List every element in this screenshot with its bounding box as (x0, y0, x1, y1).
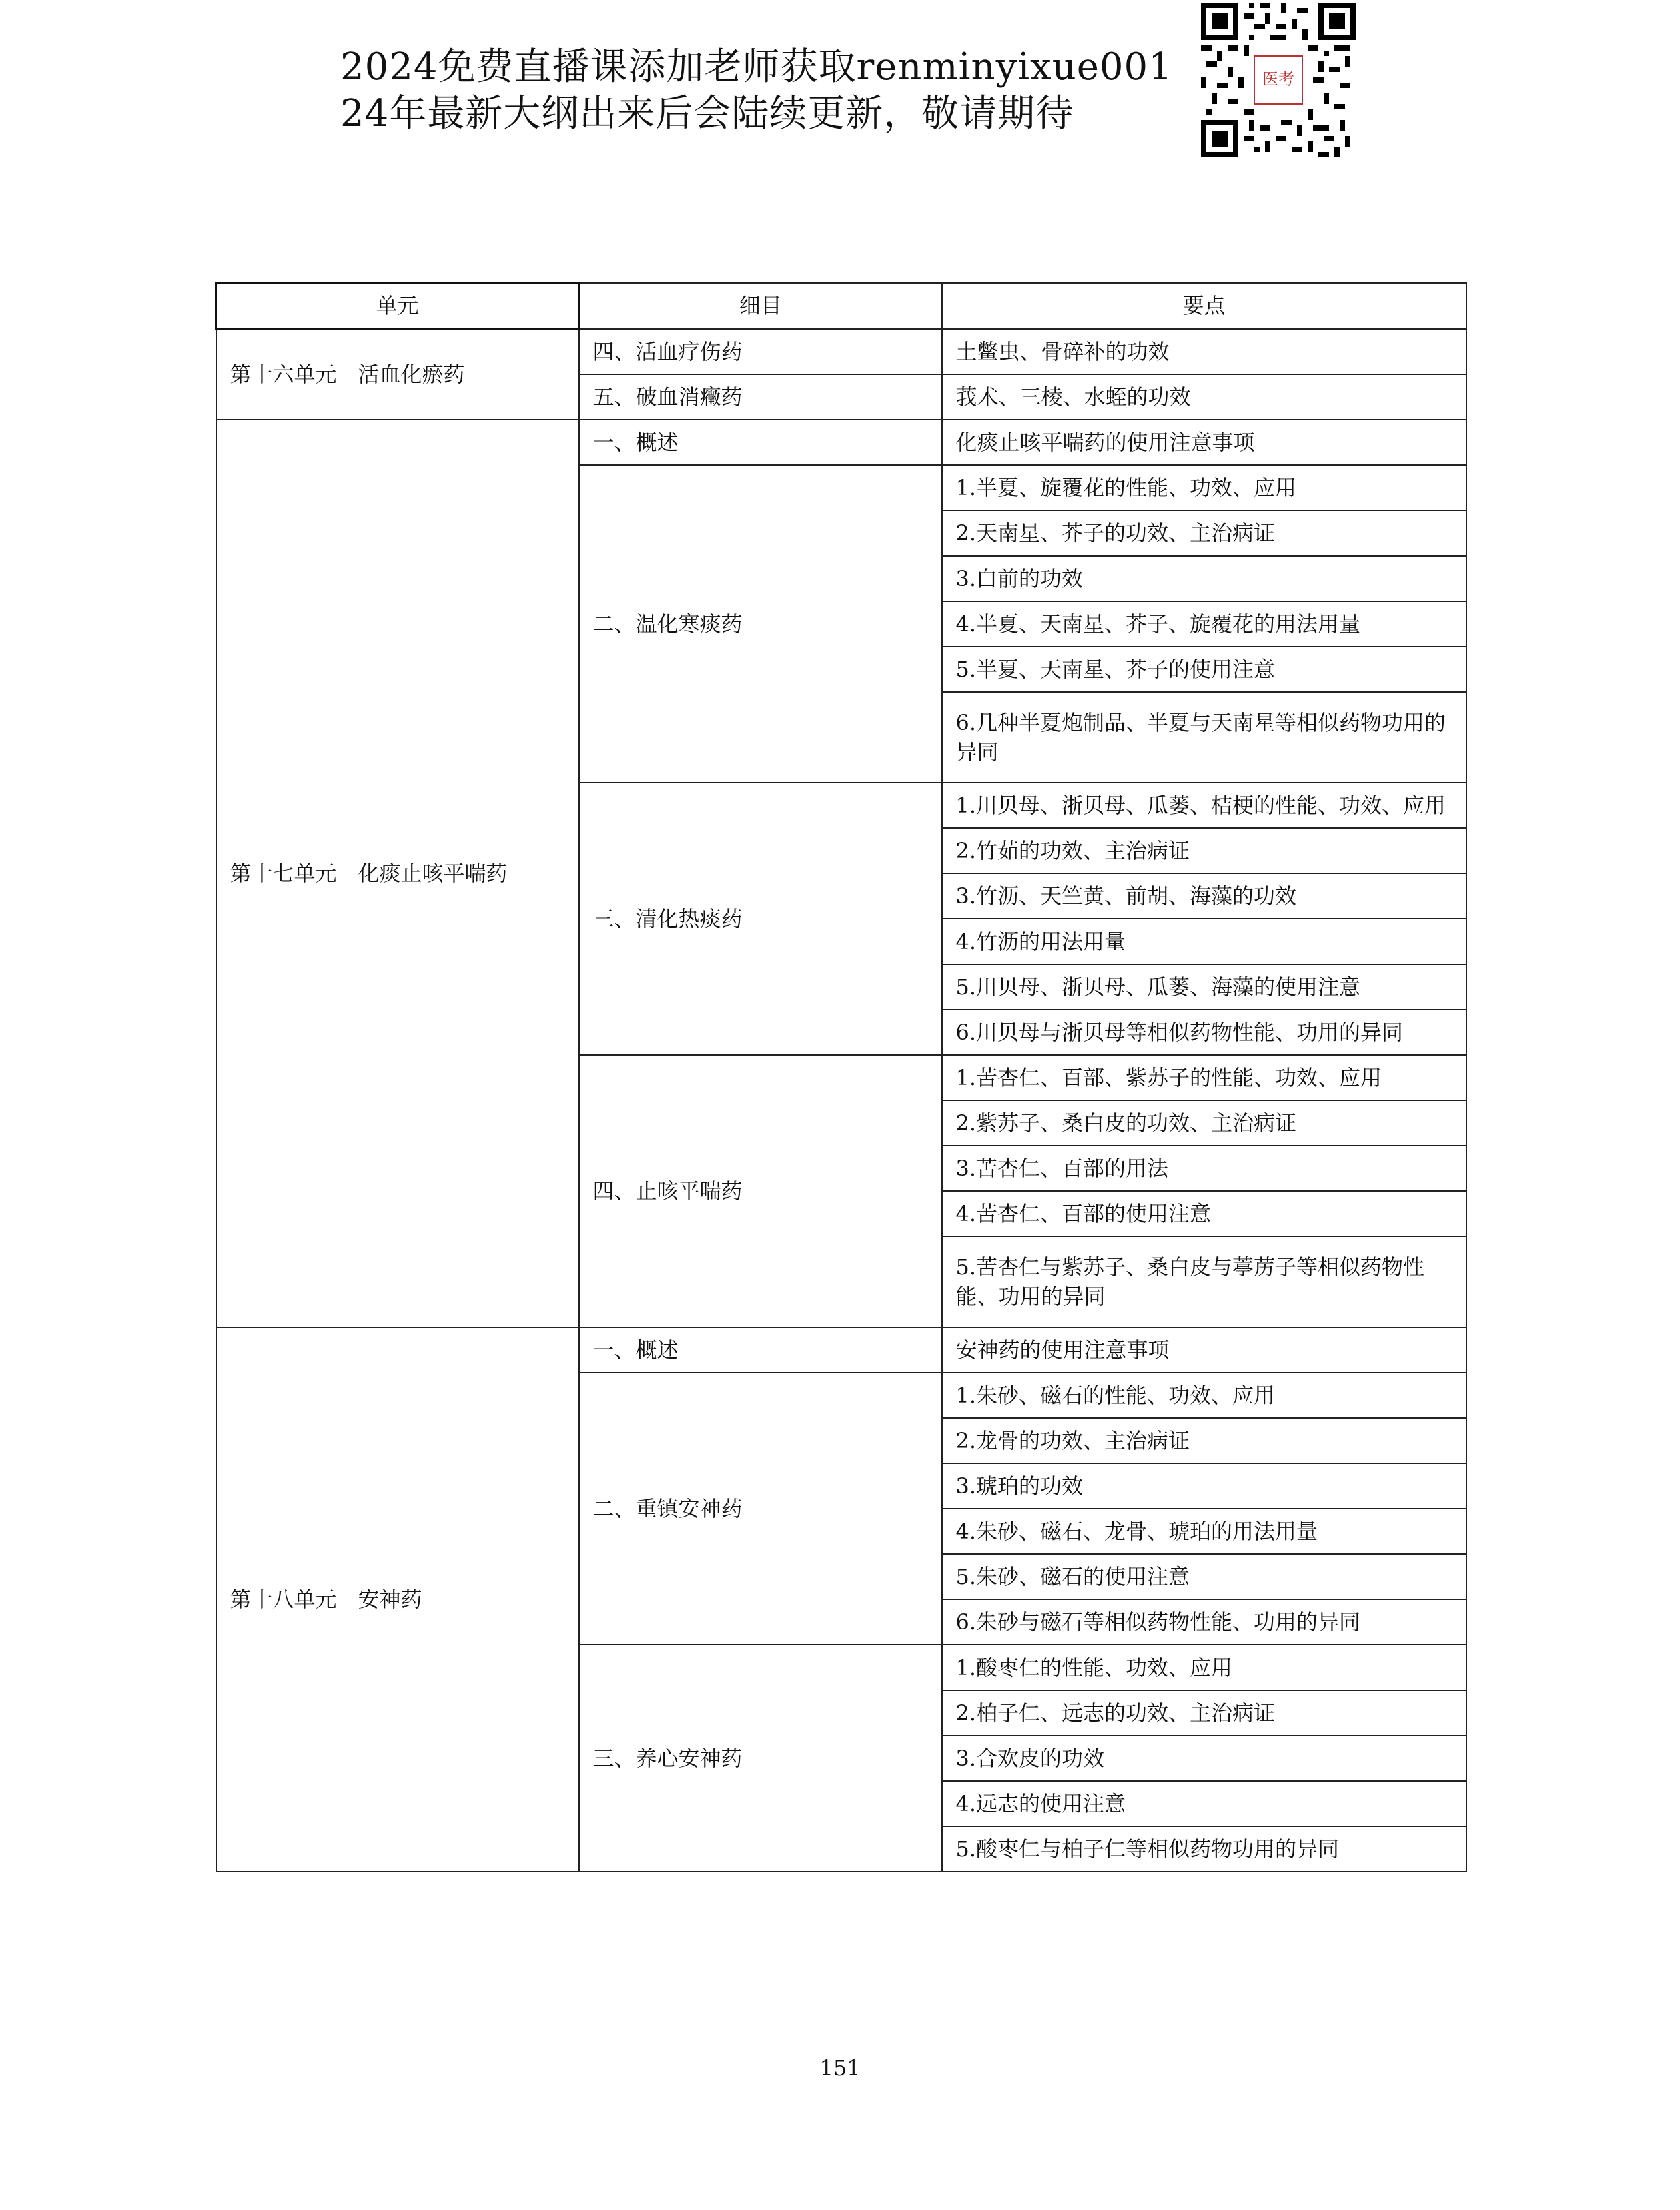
point-cell: 4.远志的使用注意 (942, 1781, 1466, 1826)
point-cell: 6.川贝母与浙贝母等相似药物性能、功用的异同 (942, 1010, 1466, 1055)
table-header-row (216, 283, 1466, 329)
point-cell: 2.竹茹的功效、主治病证 (942, 828, 1466, 873)
point-cell: 1.川贝母、浙贝母、瓜蒌、桔梗的性能、功效、应用 (942, 783, 1466, 828)
item-cell: 一、概述 (579, 1327, 942, 1373)
unit-cell: 第十六单元 活血化瘀药 (216, 329, 579, 420)
unit-cell: 第十八单元 安神药 (216, 1327, 579, 1872)
point-cell: 3.合欢皮的功效 (942, 1736, 1466, 1781)
item-cell: 五、破血消癥药 (579, 374, 942, 420)
item-cell: 三、清化热痰药 (579, 783, 942, 1055)
qr-logo-label: 医考 (1262, 69, 1294, 89)
point-cell: 1.酸枣仁的性能、功效、应用 (942, 1645, 1466, 1690)
item-cell: 四、止咳平喘药 (579, 1055, 942, 1327)
syllabus-table (215, 282, 1467, 1872)
point-cell: 土鳖虫、骨碎补的功效 (942, 329, 1466, 375)
point-cell: 6.几种半夏炮制品、半夏与天南星等相似药物功用的异同 (942, 692, 1466, 783)
point-cell: 安神药的使用注意事项 (942, 1327, 1466, 1373)
point-cell: 6.朱砂与磁石等相似药物性能、功用的异同 (942, 1599, 1466, 1645)
item-cell: 三、养心安神药 (579, 1645, 942, 1872)
point-cell: 5.酸枣仁与柏子仁等相似药物功用的异同 (942, 1826, 1466, 1872)
header-point: 要点 (942, 283, 1466, 329)
point-cell: 3.苦杏仁、百部的用法 (942, 1146, 1466, 1191)
item-cell: 二、重镇安神药 (579, 1373, 942, 1645)
point-cell: 3.白前的功效 (942, 556, 1466, 601)
table-row (216, 329, 1466, 375)
point-cell: 1.朱砂、磁石的性能、功效、应用 (942, 1373, 1466, 1418)
item-cell: 四、活血疗伤药 (579, 329, 942, 375)
point-cell: 4.半夏、天南星、芥子、旋覆花的用法用量 (942, 601, 1466, 647)
point-cell: 2.紫苏子、桑白皮的功效、主治病证 (942, 1100, 1466, 1146)
item-cell: 一、概述 (579, 420, 942, 465)
point-cell: 3.琥珀的功效 (942, 1463, 1466, 1509)
point-cell: 1.半夏、旋覆花的性能、功效、应用 (942, 465, 1466, 510)
unit-cell: 第十七单元 化痰止咳平喘药 (216, 420, 579, 1327)
point-cell: 莪术、三棱、水蛭的功效 (942, 374, 1466, 420)
point-cell: 4.朱砂、磁石、龙骨、琥珀的用法用量 (942, 1509, 1466, 1554)
header-item: 细目 (579, 283, 942, 329)
table-row (216, 420, 1466, 465)
point-cell: 5.半夏、天南星、芥子的使用注意 (942, 647, 1466, 692)
item-cell: 二、温化寒痰药 (579, 465, 942, 783)
point-cell: 5.川贝母、浙贝母、瓜蒌、海藻的使用注意 (942, 964, 1466, 1010)
promo-banner (340, 44, 1173, 137)
table-row (216, 1327, 1466, 1373)
promo-line-2: 24年最新大纲出来后会陆续更新，敬请期待 (340, 92, 1074, 135)
point-cell: 2.龙骨的功效、主治病证 (942, 1418, 1466, 1463)
point-cell: 2.柏子仁、远志的功效、主治病证 (942, 1690, 1466, 1736)
point-cell: 2.天南星、芥子的功效、主治病证 (942, 510, 1466, 556)
point-cell: 化痰止咳平喘药的使用注意事项 (942, 420, 1466, 465)
qr-code-icon (1201, 3, 1356, 157)
header-unit: 单元 (216, 283, 579, 329)
point-cell: 4.苦杏仁、百部的使用注意 (942, 1191, 1466, 1236)
table-body (216, 329, 1466, 1872)
point-cell: 1.苦杏仁、百部、紫苏子的性能、功效、应用 (942, 1055, 1466, 1100)
point-cell: 4.竹沥的用法用量 (942, 919, 1466, 964)
promo-line-1: 2024免费直播课添加老师获取renminyixue001 (340, 45, 1173, 89)
point-cell: 3.竹沥、天竺黄、前胡、海藻的功效 (942, 873, 1466, 919)
point-cell: 5.朱砂、磁石的使用注意 (942, 1554, 1466, 1599)
point-cell: 5.苦杏仁与紫苏子、桑白皮与葶苈子等相似药物性能、功用的异同 (942, 1236, 1466, 1327)
page-number: 151 (819, 2055, 861, 2081)
